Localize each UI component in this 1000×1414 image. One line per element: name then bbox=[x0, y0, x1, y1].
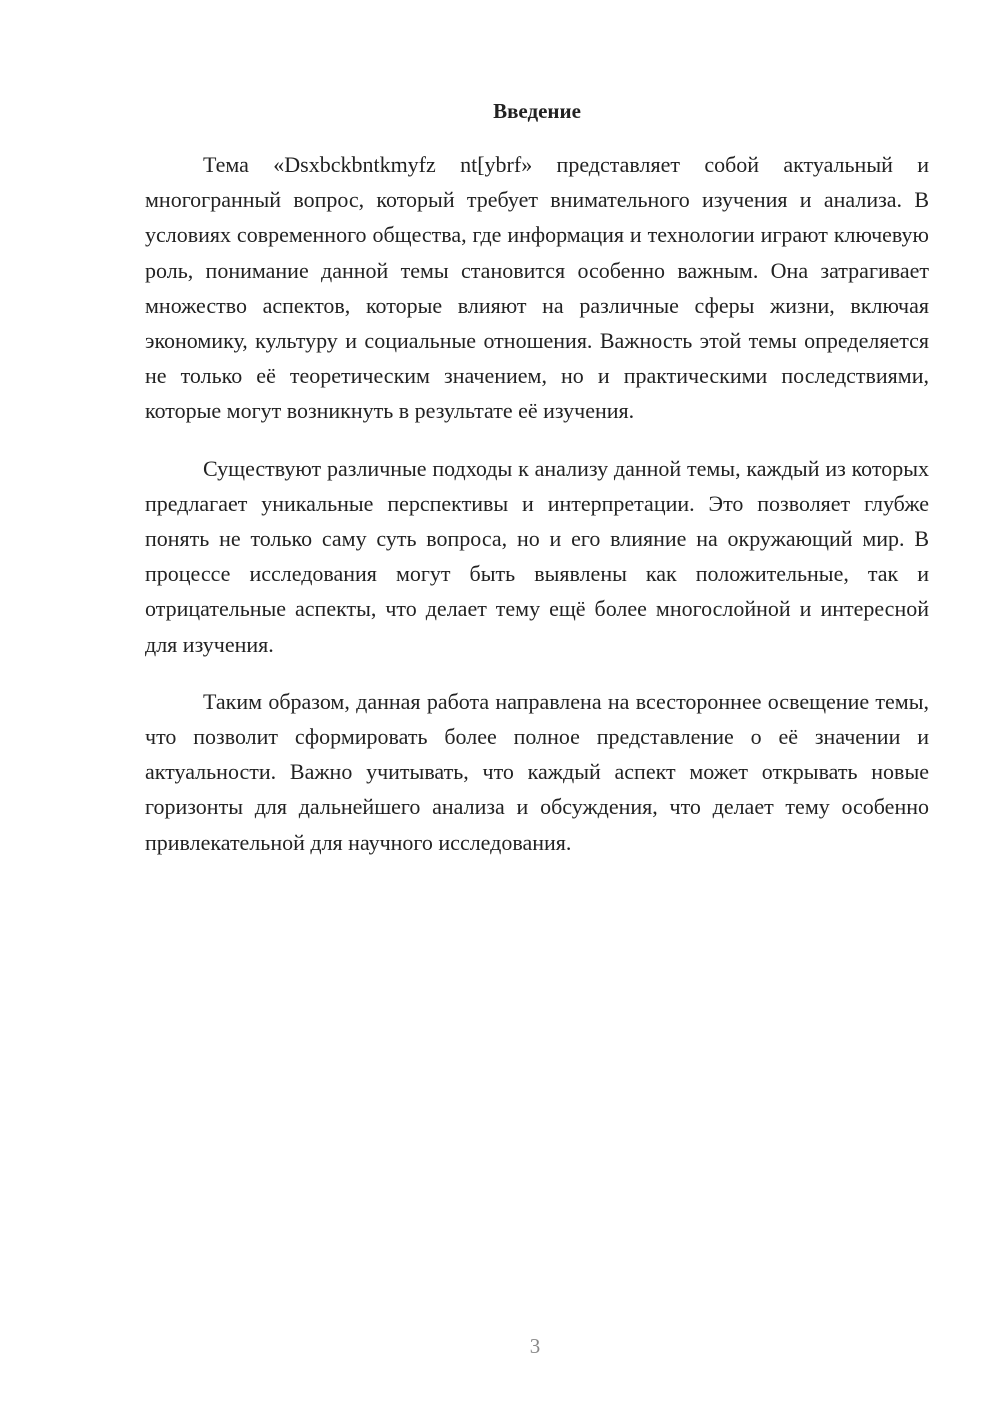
paragraph-1: Тема «Dsxbckbntkmyfz nt[ybrf» представляет собой актуальный и многогранный вопрос, который требует внимательного изучения и анализа. В условиях современного общества, где информация и технологии играют ключевую роль, понимание данной темы становится особенно важным. Она затрагивает множество аспектов, которые влияют на различные сферы жизни, включая экономику, культуру и социальные отношения. Важность этой темы определяется не только её теоретическим значением, но и практическими последствиями, которые могут возникнуть в результате её изучения. bbox=[145, 152, 929, 424]
paragraph-2: Существуют различные подходы к анализу данной темы, каждый из которых предлагает уникальные перспективы и интерпретации. Это позволяет глубже понять не только саму суть вопроса, но и его влияние на окружающий мир. В процессе исследования могут быть выявлены как положительные, так и отрицательные аспекты, что делает тему ещё более многослойной и интересной для изучения. bbox=[145, 455, 929, 657]
page-content bbox=[145, 95, 929, 882]
paragraph-3: Таким образом, данная работа направлена на всестороннее освещение темы, что позволит сформировать более полное представление о её значении и актуальности. Важно учитывать, что каждый аспект может открывать новые горизонты для дальнейшего анализа и обсуждения, что делает тему особенно привлекательной для научного исследования. bbox=[145, 688, 929, 855]
page-number: 3 bbox=[529, 1334, 541, 1358]
section-heading: Введение bbox=[493, 99, 581, 123]
